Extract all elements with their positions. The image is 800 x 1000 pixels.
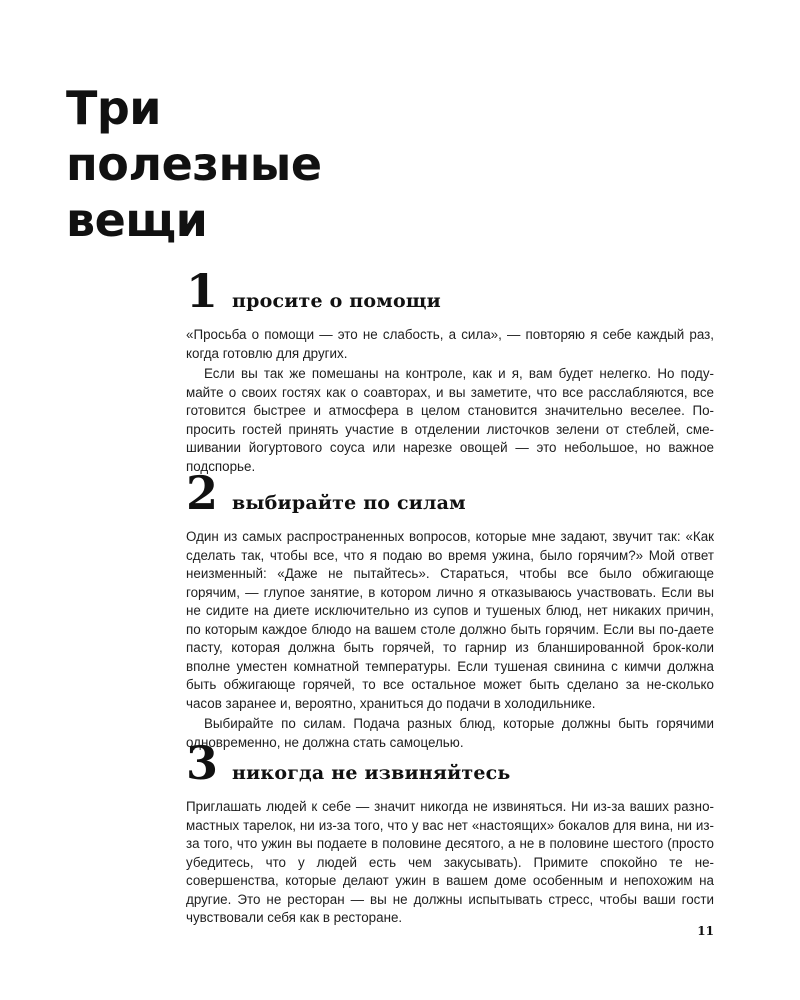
page-title-line: вещи bbox=[66, 193, 208, 247]
section-number: 3 bbox=[186, 736, 219, 790]
paragraph: Если вы так же помешаны на контроле, как и я, вам будет нелегко. Но поду-майте о своих гостях как о соавторах, и вы заметите, что все расслабляются, все готовится быстрее и атмосфера в целом становится значительно веселее. По-просить гостей принять участие в отделении листочков зелени от стеблей, сме-шивании йогуртового соуса или нарезке овощей — это небольшое, но важное подспорье. bbox=[186, 366, 714, 474]
page-title-line: полезные bbox=[66, 137, 322, 191]
section-header bbox=[186, 264, 714, 320]
section-header bbox=[186, 736, 714, 792]
page-number: 11 bbox=[697, 924, 714, 938]
section-never-apologize bbox=[186, 736, 714, 928]
section-header bbox=[186, 466, 714, 522]
paragraph: Один из самых распространенных вопросов, которые мне задают, звучит так: «Как сделать так, чтобы все, что я подаю во время ужина, было горячим?» Мой ответ неизменный: «Даже не пытайтесь». Стараться, чтобы все было обжигающе горячим, — глупое занятие, в котором лично я отказываюсь участвовать. Если вы не сидите на диете исключительно из супов и тушеных блюд, нет никаких причин, по которым каждое блюдо на вашем столе должно быть горячим. Если вы по-даете пасту, которая должна быть горячей, то гарнир из бланшированной брок-коли вполне уместен комнатной температуры. Если тушеная свинина с кимчи должна быть обжигающе горячей, то все остальное может быть сделано за не-сколько часов заранее и, вероятно, храниться до подачи в холодильнике. bbox=[186, 529, 714, 711]
section-heading: никогда не извиняйтесь bbox=[232, 762, 511, 784]
paragraph: Приглашать людей к себе — значит никогда не извиняться. Ни из-за ваших разно-мастных тарелок, ни из-за того, что у вас нет «настоящих» бокалов для вина, ни из-за того, что ужин вы подаете в половине десятого, а не в половине шестого (просто убедитесь, что у людей есть чем закусывать). Примите спокойно те не-совершенства, которые делают ужин в вашем доме особенным и непохожим на другие. Это не ресторан — вы не должны испытывать стресс, чтобы ваши гости чувствовали себя как в ресторане. bbox=[186, 799, 714, 925]
paragraph: «Просьба о помощи — это не слабость, а сила», — повторяю я себе каждый раз, когда готовлю для других. bbox=[186, 327, 714, 361]
section-number: 2 bbox=[186, 466, 219, 520]
page-title-line: Три bbox=[66, 81, 162, 135]
section-ask-for-help bbox=[186, 264, 714, 476]
section-heading: выбирайте по силам bbox=[232, 492, 466, 514]
section-choose-within-means bbox=[186, 466, 714, 752]
paragraph: Выбирайте по силам. Подача разных блюд, которые должны быть горячими одновременно, не должна стать самоцелью. bbox=[186, 716, 714, 750]
page-title bbox=[66, 80, 466, 248]
section-heading: просите о помощи bbox=[232, 290, 441, 312]
section-number: 1 bbox=[186, 264, 219, 318]
